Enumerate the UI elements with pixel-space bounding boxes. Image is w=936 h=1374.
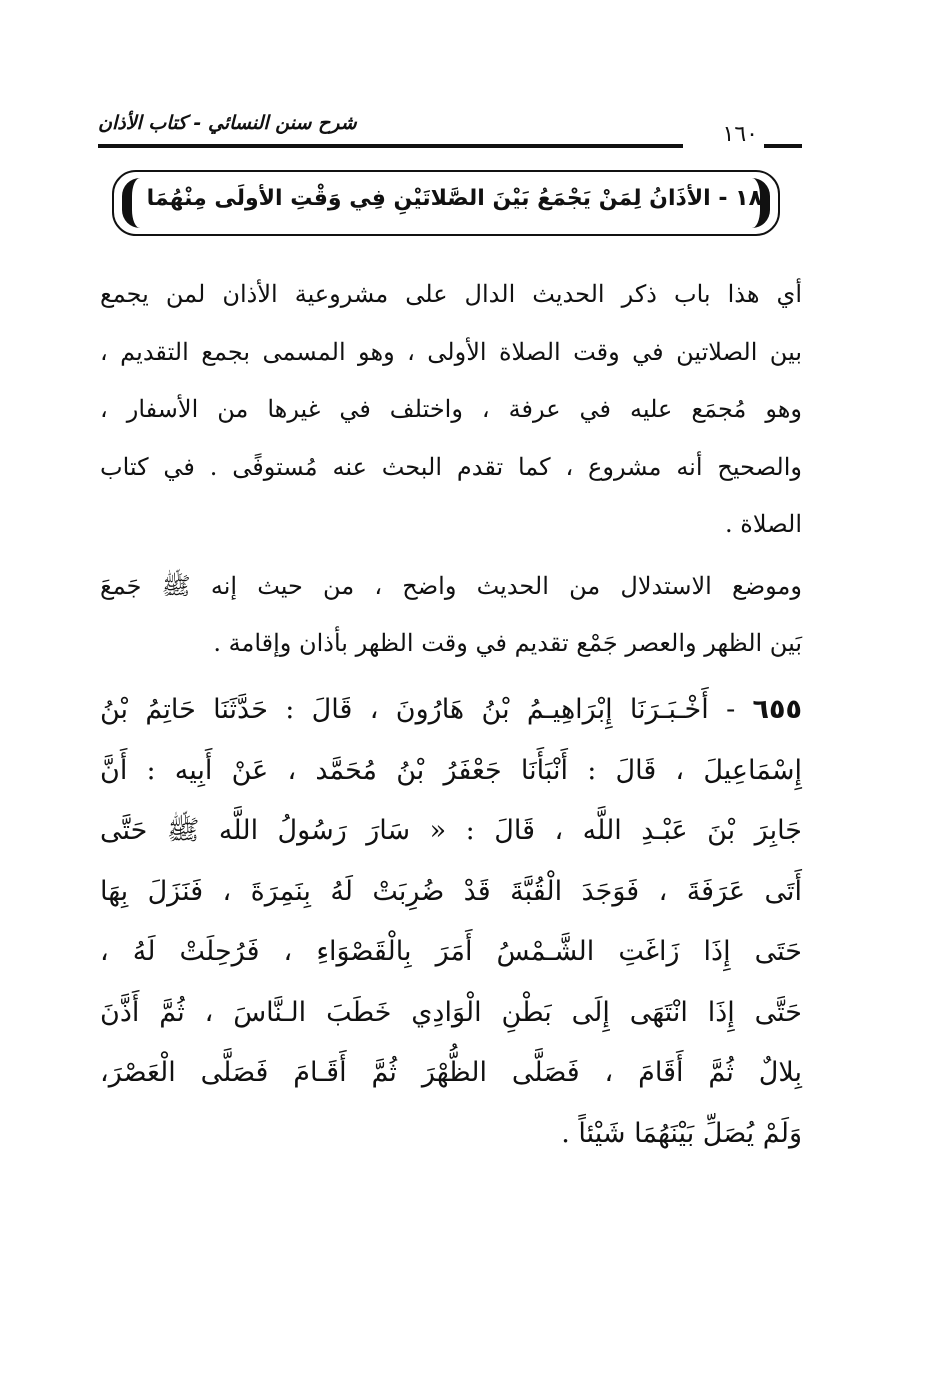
running-header <box>98 108 802 156</box>
hadith-line: جَابِرَ بْنَ عَبْـدِ اللَّه ، قَالَ : « سَارَ رَسُولُ اللَّه ﷺ حَتَّى <box>100 815 802 846</box>
commentary-paragraph-2 <box>100 558 802 672</box>
text-line: وموضع الاستدلال من الحديث واضح ، من حيث إنه ﷺ جَمعَ <box>100 572 802 600</box>
text-line: وهو مُجمَع عليه في عرفة ، واختلف في غيرها من الأسفار ، <box>100 395 802 423</box>
hadith-text <box>100 680 802 1164</box>
hadith-line: وَلَمْ يُصَلِّ بَيْنَهُمَا شَيْئاً . <box>561 1117 802 1149</box>
header-rule-short <box>764 144 802 148</box>
hadith-line: أَتَى عَرَفَةَ ، فَوَجَدَ الْقُبَّةَ قَدْ ضُرِبَتْ لَهُ بِنَمِرَةَ ، فَنَزَلَ بِهَا <box>100 875 802 907</box>
header-rule <box>98 144 683 148</box>
hadith-first-line <box>100 680 802 741</box>
text-line: بَين الظهر والعصر جَمْع تقديم في وقت الظهر بأذان وإقامة . <box>213 629 802 657</box>
chapter-heading: ١٨ - الأذَانُ لِمَنْ يَجْمَعُ بَيْنَ الصَّلاتَيْنِ فِي وَقْتِ الأولَى مِنْهُمَا <box>146 186 762 211</box>
hadith-line: حَتَّى إِذَا انْتَهَى إِلَى بَطْنِ الْوَادِي خَطَبَ الـنَّاسَ ، ثُمَّ أَذَّنَ <box>100 996 802 1028</box>
page-number: ١٦٠ <box>722 122 758 147</box>
hadith-line: بِلالٌ ثُمَّ أَقَامَ ، فَصَلَّى الظُّهْرَ ثُمَّ أَقَـامَ فَصَلَّى الْعَصْرَ، <box>100 1057 802 1088</box>
hadith-line-text: - أَخْـبَـرَنَا إِبْرَاهِيـمُ بْنُ هَارُونَ ، قَالَ : حَدَّثَنَا حَاتِمُ بْنُ <box>100 694 736 725</box>
text-line: الصلاة . <box>725 510 802 538</box>
commentary-paragraph-1 <box>100 266 802 554</box>
hadith-number: ٦٥٥ <box>752 694 802 725</box>
hadith-line: حَتَى إِذَا زَاغَتِ الشَّـمْسُ أَمَرَ بِالْقَصْوَاءِ ، فَرُحِلَتْ لَهُ ، <box>100 936 802 967</box>
hadith-line: إِسْمَاعِيلَ ، قَالَ : أَنْبَأَنَا جَعْفَرُ بْنُ مُحَمَّد ، عَنْ أَبِيه : أَنَّ <box>100 754 802 786</box>
text-line: والصحيح أنه مشروع ، كما تقدم البحث عنه مُستوفًى . في كتاب <box>100 452 802 481</box>
running-header-title: شرح سنن النسائي - كتاب الأذان <box>98 112 357 134</box>
text-line: أي هذا باب ذكر الحديث الدال على مشروعية الأذان لمن يجمع <box>100 280 802 308</box>
text-line: بين الصلاتين في وقت الصلاة الأولى ، وهو المسمى بجمع التقديم ، <box>100 337 802 366</box>
